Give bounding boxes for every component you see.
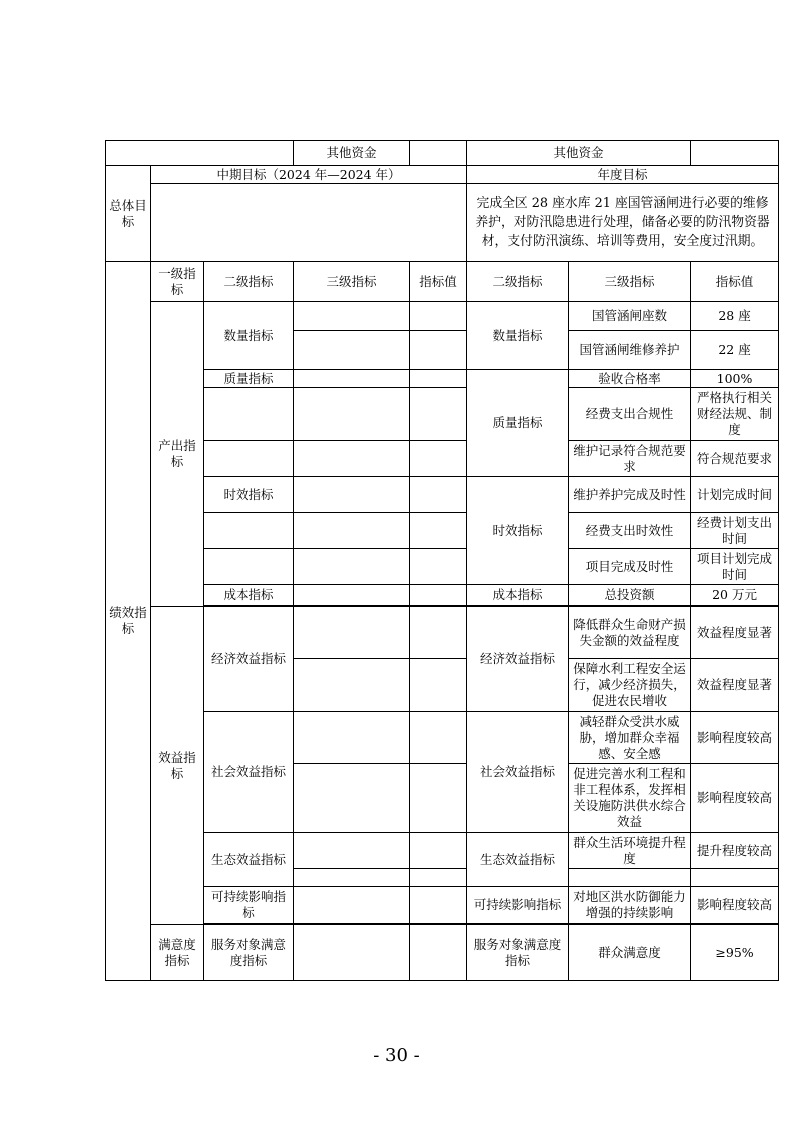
empty-cell <box>204 441 294 477</box>
cost-label-right: 成本指标 <box>467 585 569 606</box>
mid-term-goal-content <box>151 184 467 262</box>
indicator-value: 严格执行相关财经法规、制度 <box>691 388 779 441</box>
indicator-value: 计划完成时间 <box>691 477 779 513</box>
indicator-value: 项目计划完成时间 <box>691 549 779 585</box>
level3-header-right: 三级指标 <box>569 262 691 302</box>
economic-label-left: 经济效益指标 <box>204 607 294 712</box>
empty-cell <box>294 607 410 659</box>
indicator-name: 总投资额 <box>569 585 691 606</box>
overall-goal-label: 总体目标 <box>106 166 151 262</box>
annual-goal-header: 年度目标 <box>467 166 779 184</box>
table-row <box>106 607 779 659</box>
satisfaction-label-right: 服务对象满意度指标 <box>467 925 569 981</box>
indicator-value: 20 万元 <box>691 585 779 606</box>
indicator-name: 群众生活环境提升程度 <box>569 833 691 869</box>
overall-goal-content-row <box>106 184 779 262</box>
empty-cell <box>410 712 467 764</box>
empty-cell <box>294 302 410 331</box>
indicator-name: 国管涵闸座数 <box>569 302 691 331</box>
indicator-name: 降低群众生命财产损失金额的效益程度 <box>569 607 691 659</box>
indicator-name: 国管涵闸维修养护 <box>569 331 691 370</box>
indicator-name: 验收合格率 <box>569 370 691 388</box>
indicator-name: 对地区洪水防御能力增强的持续影响 <box>569 887 691 924</box>
empty-cell <box>294 370 410 388</box>
table-row <box>106 441 779 477</box>
indicator-name: 减轻群众受洪水威胁，增加群众幸福感、安全感 <box>569 712 691 764</box>
empty-cell <box>410 388 467 441</box>
satisfaction-indicator-label: 满意度指标 <box>151 925 204 981</box>
empty-cell <box>410 764 467 833</box>
indicator-name: 保障水利工程安全运行，减少经济损失，促进农民增收 <box>569 659 691 712</box>
annual-goal-content: 完成全区 28 座水库 21 座国管涵闸进行必要的维修养护，对防汛隐患进行处理，储备必要的防汛物资器材，支付防汛演练、培训等费用，安全度过汛期。 <box>467 184 779 262</box>
sustainable-label-left: 可持续影响指标 <box>204 887 294 924</box>
ecological-label-left: 生态效益指标 <box>204 833 294 887</box>
quantity-label-right: 数量指标 <box>467 302 569 370</box>
empty-cell <box>294 925 410 981</box>
empty-cell <box>294 869 410 887</box>
empty-cell <box>294 585 410 606</box>
empty-cell <box>410 477 467 513</box>
level2-header-right: 二级指标 <box>467 262 569 302</box>
value-header-right: 指标值 <box>691 262 779 302</box>
indicator-value: ≥95% <box>691 925 779 981</box>
empty-cell <box>294 331 410 370</box>
indicator-value: 100% <box>691 370 779 388</box>
empty-cell <box>410 549 467 585</box>
empty-cell <box>410 887 467 924</box>
level2-header-left: 二级指标 <box>204 262 294 302</box>
output-indicator-label: 产出指标 <box>151 302 204 607</box>
other-funds-value-right <box>691 141 779 166</box>
empty-cell <box>569 869 691 887</box>
indicator-name: 经费支出时效性 <box>569 513 691 549</box>
sustainable-label-right: 可持续影响指标 <box>467 887 569 924</box>
indicator-value: 效益程度显著 <box>691 607 779 659</box>
empty-cell <box>294 441 410 477</box>
other-funds-label-left: 其他资金 <box>294 141 410 166</box>
indicator-value: 22 座 <box>691 331 779 370</box>
empty-cell <box>106 141 294 166</box>
other-funds-value-left <box>410 141 467 166</box>
quality-label-right: 质量指标 <box>467 370 569 477</box>
empty-cell <box>294 513 410 549</box>
indicator-value: 提升程度较高 <box>691 833 779 869</box>
empty-cell <box>410 585 467 606</box>
indicator-value: 效益程度显著 <box>691 659 779 712</box>
quality-label-left: 质量指标 <box>204 370 294 388</box>
indicator-value: 经费计划支出时间 <box>691 513 779 549</box>
overall-goal-header-row <box>106 166 779 184</box>
indicator-name: 经费支出合规性 <box>569 388 691 441</box>
indicator-name: 维护记录符合规范要求 <box>569 441 691 477</box>
satisfaction-label-left: 服务对象满意度指标 <box>204 925 294 981</box>
economic-label-right: 经济效益指标 <box>467 607 569 712</box>
empty-cell <box>204 513 294 549</box>
indicator-value: 28 座 <box>691 302 779 331</box>
empty-cell <box>294 549 410 585</box>
empty-cell <box>294 712 410 764</box>
level1-header: 一级指标 <box>151 262 204 302</box>
cost-label-left: 成本指标 <box>204 585 294 606</box>
funding-row <box>106 141 779 166</box>
empty-cell <box>410 659 467 712</box>
quantity-label-left: 数量指标 <box>204 302 294 370</box>
table-row <box>106 833 779 869</box>
indicator-value: 影响程度较高 <box>691 712 779 764</box>
other-funds-label-right: 其他资金 <box>467 141 691 166</box>
ecological-label-right: 生态效益指标 <box>467 833 569 887</box>
social-label-left: 社会效益指标 <box>204 712 294 833</box>
empty-cell <box>294 764 410 833</box>
table-row <box>106 477 779 513</box>
table-row <box>106 370 779 388</box>
indicator-name: 项目完成及时性 <box>569 549 691 585</box>
empty-cell <box>294 833 410 869</box>
empty-cell <box>410 833 467 869</box>
empty-cell <box>410 607 467 659</box>
timeliness-label-left: 时效指标 <box>204 477 294 513</box>
indicator-name: 维护养护完成及时性 <box>569 477 691 513</box>
timeliness-label-right: 时效指标 <box>467 477 569 585</box>
empty-cell <box>294 887 410 924</box>
indicator-value: 符合规范要求 <box>691 441 779 477</box>
indicator-name: 促进完善水利工程和非工程体系，发挥相关设施防洪供水综合效益 <box>569 764 691 833</box>
performance-indicator-label: 绩效指标 <box>106 262 151 981</box>
indicator-name: 群众满意度 <box>569 925 691 981</box>
table-row <box>106 302 779 331</box>
table-row <box>106 388 779 441</box>
benefit-indicator-label: 效益指标 <box>151 607 204 925</box>
empty-cell <box>204 549 294 585</box>
page-number: - 30 - <box>373 1045 420 1066</box>
empty-cell <box>204 388 294 441</box>
empty-cell <box>410 869 467 887</box>
table-row <box>106 513 779 549</box>
empty-cell <box>294 388 410 441</box>
table-row <box>106 887 779 924</box>
empty-cell <box>410 925 467 981</box>
indicator-value: 影响程度较高 <box>691 887 779 924</box>
social-label-right: 社会效益指标 <box>467 712 569 833</box>
table-row <box>106 925 779 981</box>
performance-goal-table <box>105 140 779 981</box>
table-row <box>106 549 779 585</box>
level3-header-left: 三级指标 <box>294 262 410 302</box>
empty-cell <box>294 659 410 712</box>
empty-cell <box>410 513 467 549</box>
mid-term-goal-header: 中期目标（2024 年—2024 年） <box>151 166 467 184</box>
indicator-header-row <box>106 262 779 302</box>
value-header-left: 指标值 <box>410 262 467 302</box>
empty-cell <box>410 441 467 477</box>
empty-cell <box>410 370 467 388</box>
table-row <box>106 712 779 764</box>
empty-cell <box>294 477 410 513</box>
empty-cell <box>691 869 779 887</box>
table-row <box>106 585 779 606</box>
indicator-value: 影响程度较高 <box>691 764 779 833</box>
empty-cell <box>410 331 467 370</box>
empty-cell <box>410 302 467 331</box>
